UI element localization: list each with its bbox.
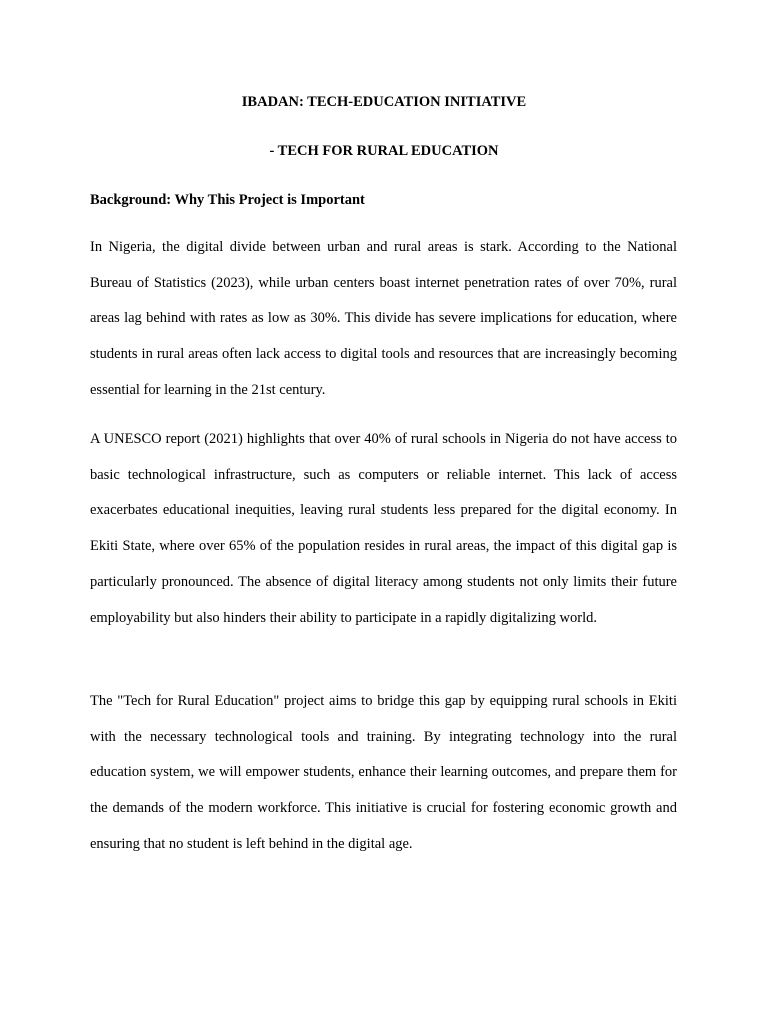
paragraph-1: In Nigeria, the digital divide between urban and rural areas is stark. According to the National Bureau of Statistics (2023), while urban centers boast internet penetration rates of over 70%, rural areas lag behind with rates as low as 30%. This divide has severe implications for education, where students in rural areas often lack access to digital tools and resources that are increasingly becoming essential for learning in the 21st century. (90, 239, 677, 398)
section-heading: Background: Why This Project is Important (90, 192, 365, 208)
paragraph-3: The "Tech for Rural Education" project aims to bridge this gap by equipping rural schools in Ekiti with the necessary technological tools and training. By integrating technology into the rural education system, we will empower students, enhance their learning outcomes, and prepare them for the demands of the modern workforce. This initiative is crucial for fostering economic growth and ensuring that no student is left behind in the digital age. (90, 693, 677, 852)
paragraph-2: A UNESCO report (2021) highlights that over 40% of rural schools in Nigeria do not have access to basic technological infrastructure, such as computers or reliable internet. This lack of access exacerbates educational inequities, leaving rural students less prepared for the digital economy. In Ekiti State, where over 65% of the population resides in rural areas, the impact of this digital gap is particularly pronounced. The absence of digital literacy among students not only limits their future employability but also hinders their ability to participate in a rapidly digitalizing world. (90, 431, 677, 626)
document-subtitle: - TECH FOR RURAL EDUCATION (269, 143, 499, 159)
document-title: IBADAN: TECH-EDUCATION INITIATIVE (241, 94, 527, 110)
